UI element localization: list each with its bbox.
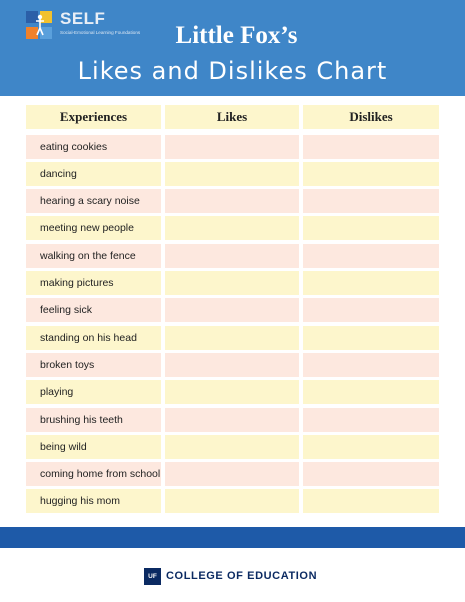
dislikes-cell[interactable] [303, 216, 439, 240]
experience-cell: coming home from school [26, 462, 161, 486]
likes-cell[interactable] [165, 326, 299, 350]
experience-cell: walking on the fence [26, 244, 161, 268]
table-row [26, 135, 439, 159]
header-experiences: Experiences [26, 105, 161, 129]
dislikes-cell[interactable] [303, 462, 439, 486]
table-row [26, 326, 439, 350]
table-row [26, 271, 439, 295]
footer-bar [0, 527, 465, 548]
experience-cell: brushing his teeth [26, 408, 161, 432]
experience-cell: broken toys [26, 353, 161, 377]
uf-badge-icon: UF [144, 568, 161, 585]
experience-cell: being wild [26, 435, 161, 459]
dislikes-cell[interactable] [303, 298, 439, 322]
likes-cell[interactable] [165, 216, 299, 240]
dislikes-cell[interactable] [303, 353, 439, 377]
page-title-line1: Little Fox’s [175, 22, 298, 49]
experience-cell: eating cookies [26, 135, 161, 159]
dislikes-cell[interactable] [303, 435, 439, 459]
header-dislikes: Dislikes [303, 105, 439, 129]
likes-cell[interactable] [165, 189, 299, 213]
likes-cell[interactable] [165, 353, 299, 377]
experience-cell: making pictures [26, 271, 161, 295]
table-row [26, 353, 439, 377]
page-title-line2: Likes and Dislikes Chart [77, 57, 388, 85]
experience-cell: standing on his head [26, 326, 161, 350]
likes-cell[interactable] [165, 462, 299, 486]
experience-cell: playing [26, 380, 161, 404]
dislikes-cell[interactable] [303, 380, 439, 404]
dislikes-cell[interactable] [303, 162, 439, 186]
likes-cell[interactable] [165, 380, 299, 404]
college-of-education-label: COLLEGE OF EDUCATION [166, 570, 318, 582]
likes-cell[interactable] [165, 271, 299, 295]
dislikes-cell[interactable] [303, 135, 439, 159]
experience-cell: hearing a scary noise [26, 189, 161, 213]
likes-cell[interactable] [165, 135, 299, 159]
experience-cell: feeling sick [26, 298, 161, 322]
experience-cell: hugging his mom [26, 489, 161, 513]
experience-cell: meeting new people [26, 216, 161, 240]
likes-cell[interactable] [165, 435, 299, 459]
header-banner [0, 0, 465, 96]
table-row [26, 408, 439, 432]
dislikes-cell[interactable] [303, 244, 439, 268]
logo-wordmark: SELF [60, 9, 106, 28]
likes-cell[interactable] [165, 162, 299, 186]
table-row [26, 435, 439, 459]
likes-cell[interactable] [165, 298, 299, 322]
dislikes-cell[interactable] [303, 489, 439, 513]
table-row [26, 189, 439, 213]
dislikes-cell[interactable] [303, 326, 439, 350]
likes-cell[interactable] [165, 489, 299, 513]
experience-cell: dancing [26, 162, 161, 186]
table-header-row [26, 105, 439, 129]
table-row [26, 162, 439, 186]
header-likes: Likes [165, 105, 299, 129]
likes-cell[interactable] [165, 244, 299, 268]
dislikes-cell[interactable] [303, 408, 439, 432]
likes-cell[interactable] [165, 408, 299, 432]
table-row [26, 298, 439, 322]
table-row [26, 462, 439, 486]
dislikes-cell[interactable] [303, 271, 439, 295]
table-row [26, 244, 439, 268]
logo-subtitle: Social-Emotional Learning Foundations [60, 30, 141, 35]
table-row [26, 489, 439, 513]
table-row [26, 380, 439, 404]
dislikes-cell[interactable] [303, 189, 439, 213]
table-row [26, 216, 439, 240]
